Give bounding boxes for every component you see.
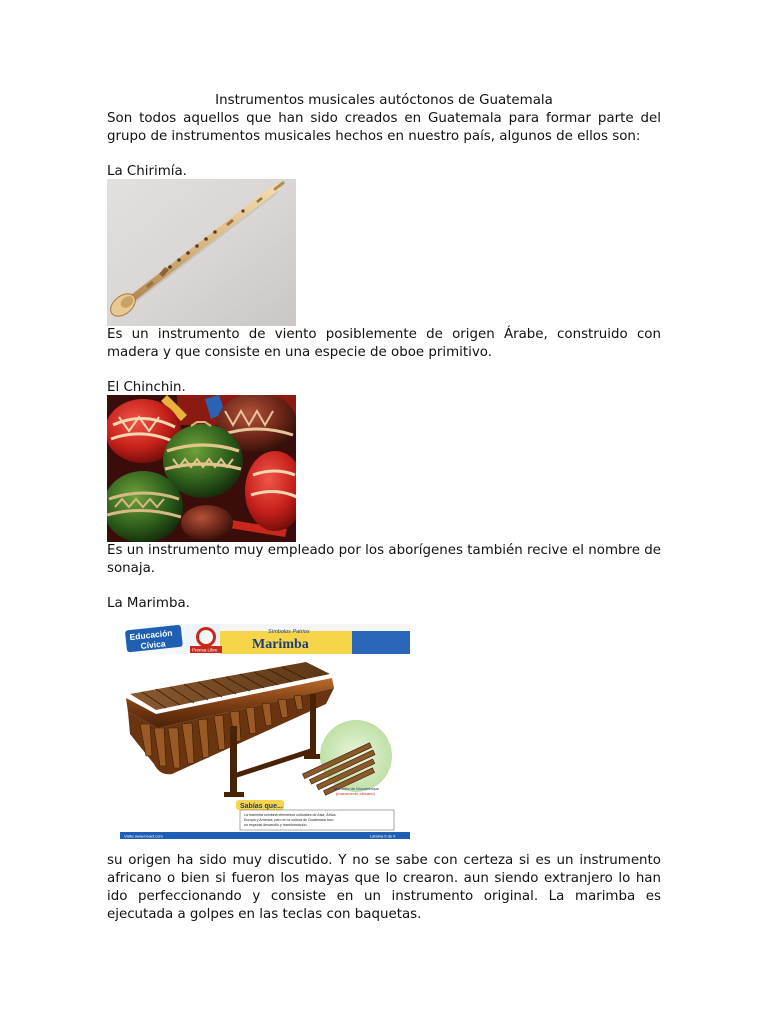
chinchin-description: Es un instrumento muy empleado por los aborígenes también recive el nombre de sonaja.	[107, 543, 661, 576]
poster-sabias-text-2: Europa y América, pero en la cultura de Guatemala tuvo	[244, 818, 334, 822]
poster-sabias-title: Sabías que...	[240, 803, 283, 810]
poster-inset-subcaption: (instrumento africano)	[336, 791, 375, 796]
page-title: Instrumentos musicales autóctonos de Guatemala	[215, 93, 553, 108]
chirimia-description: Es un instrumento de viento posiblemente de origen Árabe, construido con madera y que consiste en una especie de oboe primitivo.	[107, 327, 661, 360]
section-heading-marimba: La Marimba.	[107, 596, 190, 611]
poster-title: Marimba	[252, 637, 309, 652]
poster-sabias-text-3: un especial desarrollo y transformación.	[244, 823, 308, 827]
section-heading-chirimia: La Chirimía.	[107, 164, 187, 179]
poster-logo-line1: Educación	[129, 627, 173, 643]
chirimia-photo	[107, 179, 296, 326]
poster-footer-left: Visite www.beact.com	[124, 833, 163, 839]
marimba-poster	[120, 624, 410, 839]
poster-footer-right: Lámina 9 de 9	[370, 833, 396, 839]
section-heading-chinchin: El Chinchin.	[107, 380, 186, 395]
marimba-description: su origen ha sido muy discutido. Y no se sabe con certeza si es un instrumento africano o bien si fueron los mayas que lo crearon. aun siendo extranjero lo han ido perfeccionando y consiste en un instrumento original. La marimba es ejecutada a golpes en las teclas con baquetas.	[107, 853, 661, 922]
poster-sabias-text-1: La marimba combina elementos culturales de Asia, África,	[244, 813, 337, 817]
poster-logo-line2: Cívica	[140, 638, 167, 651]
poster-series-label: Símbolos Patrios	[268, 629, 310, 635]
poster-inset-caption: Marimba de Mozambique	[334, 786, 380, 791]
chinchin-photo	[107, 395, 296, 542]
poster-badge: Prensa Libre	[192, 647, 218, 653]
intro-paragraph: Son todos aquellos que han sido creados en Guatemala para formar parte del grupo de instrumentos musicales hechos en nuestro país, algunos de ellos son:	[107, 111, 661, 144]
